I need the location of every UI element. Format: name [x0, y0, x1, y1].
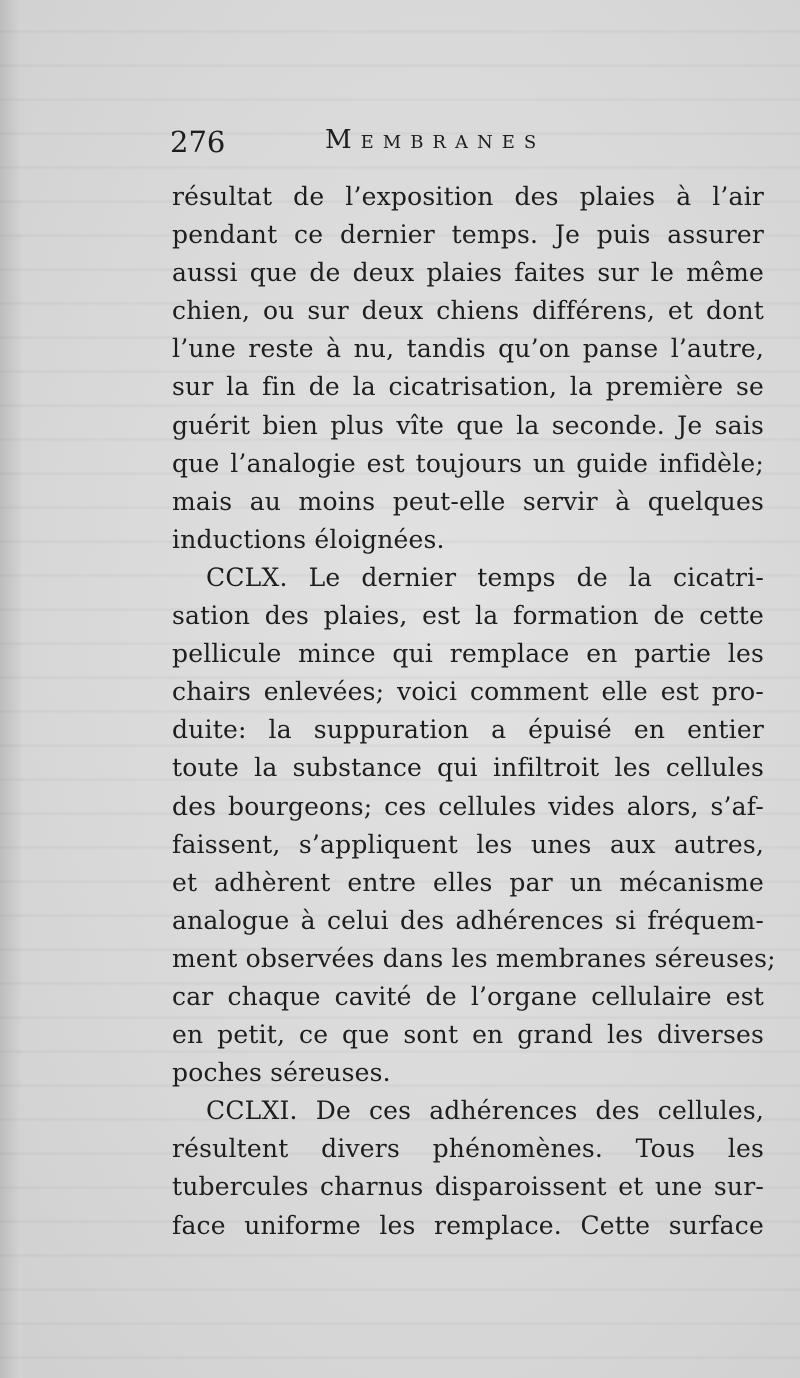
text-line: pellicule mince qui remplace en partie les	[172, 639, 764, 669]
text-line: face uniforme les remplace. Cette surface	[172, 1210, 764, 1240]
text-line: l’une reste à nu, tandis qu’on panse l’autre,	[172, 334, 764, 364]
text-line: ment observées dans les membranes séreuses;	[172, 943, 776, 973]
section-start-line-cclxi: CCLXI. De ces adhérences des cellules,	[206, 1096, 764, 1126]
section-start-line-cclx: CCLX. Le dernier temps de la cicatri-	[206, 562, 764, 592]
text-line: guérit bien plus vîte que la seconde. Je sais	[172, 410, 764, 440]
body-text	[172, 178, 776, 1245]
text-line: chairs enlevées; voici comment elle est pro-	[172, 677, 764, 707]
text-line: faissent, s’appliquent les unes aux autres,	[172, 829, 764, 859]
text-line: car chaque cavité de l’organe cellulaire est	[172, 981, 764, 1011]
text-line: sation des plaies, est la formation de cette	[172, 601, 764, 631]
text-line: pendant ce dernier temps. Je puis assurer	[172, 220, 764, 250]
page-number: 276	[170, 125, 226, 159]
text-line: et adhèrent entre elles par un mécanisme	[172, 867, 764, 897]
text-line: que l’analogie est toujours un guide infidèle;	[172, 448, 764, 478]
text-line: résultat de l’exposition des plaies à l’air	[172, 182, 764, 211]
text-line: duite: la suppuration a épuisé en entier	[172, 715, 764, 745]
text-line: chien, ou sur deux chiens différens, et dont	[172, 296, 764, 326]
text-line: résultent divers phénomènes. Tous les	[172, 1134, 764, 1164]
text-line: tubercules charnus disparoissent et une sur-	[172, 1172, 764, 1202]
running-title: Membranes	[325, 125, 546, 155]
text-line: en petit, ce que sont en grand les diverses	[172, 1020, 764, 1050]
text-line: mais au moins peut-elle servir à quelques	[172, 486, 764, 516]
page-header	[170, 125, 620, 167]
text-line: aussi que de deux plaies faites sur le même	[172, 258, 764, 288]
text-line: sur la fin de la cicatrisation, la première se	[172, 372, 764, 402]
text-line: des bourgeons; ces cellules vides alors, s’af-	[172, 791, 764, 821]
paragraph-end-line: poches séreuses.	[172, 1058, 391, 1088]
text-line: toute la substance qui infiltroit les cellules	[172, 753, 764, 783]
paragraph-end-line: inductions éloignées.	[172, 524, 445, 554]
text-line: analogue à celui des adhérences si fréquem-	[172, 905, 764, 935]
